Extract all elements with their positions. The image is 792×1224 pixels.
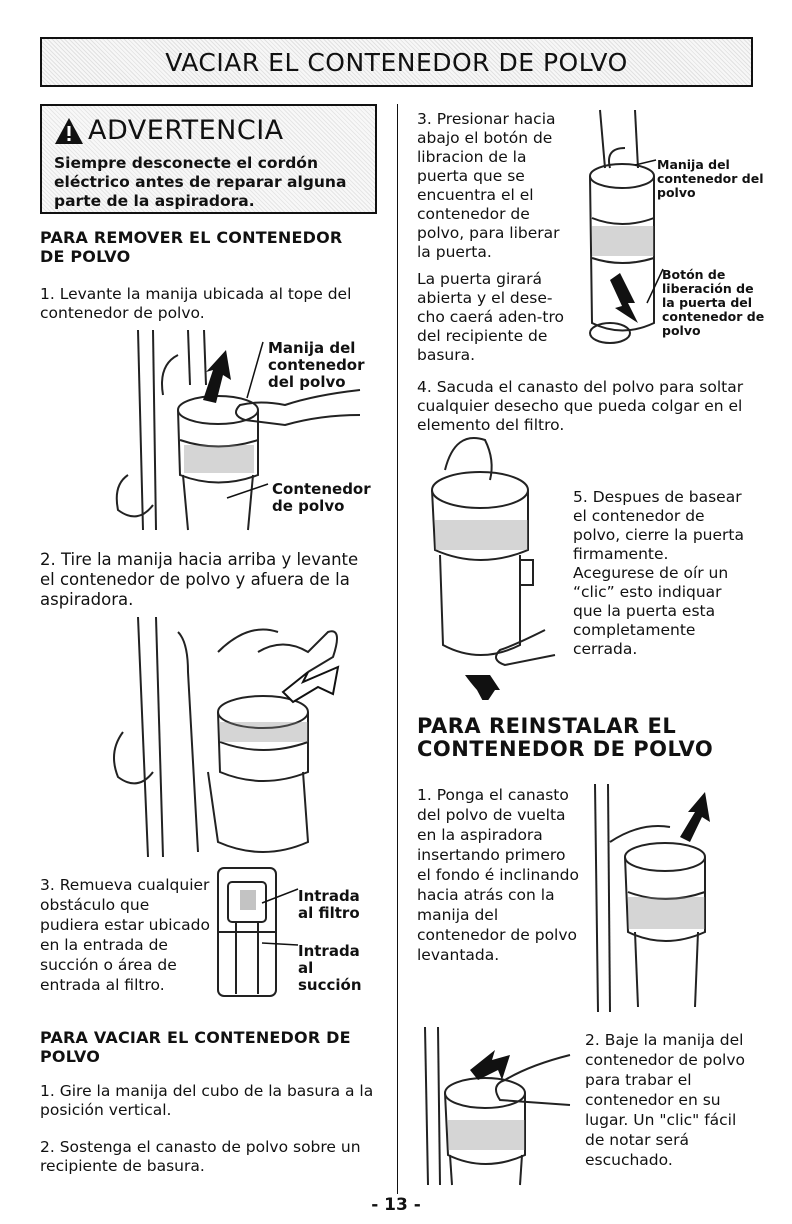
remove-step-3: 3. Remueva cualquier obstáculo que pudiera estar ubicado en la entrada de succión o área de entrada al filtro. (40, 876, 210, 994)
warning-box (40, 104, 377, 214)
door-step-3: 3. Presionar hacia abajo el botón de libracion de la puerta que se encuentra el el contenedor de polvo, para liberar la puerta. (417, 110, 560, 261)
close-step-5: 5. Despues de basear el contenedor de polvo, cierre la puerta firmamente. Acegurese de oír un “clic” esto indiquar que la puerta esta completamente cerrada. (573, 488, 744, 658)
empty-step-1: 1. Gire la manija del cubo de la basura a la posición vertical. (40, 1082, 374, 1119)
label-door-button: Botón de liberación de la puerta del contenedor de polvo (662, 267, 765, 338)
leader-line-handle-2 (633, 155, 658, 175)
column-divider (397, 104, 398, 1194)
shake-step-4: 4. Sacuda el canasto del polvo para soltar cualquier desecho que pueda colgar en el elemento del filtro. (417, 378, 744, 434)
figure-door-release (580, 108, 665, 363)
label-handle-1: Manija del contenedor del polvo (268, 339, 365, 391)
door-open-text: La puerta girará abierta y el dese-cho caerá aden-tro del recipiente de basura. (417, 270, 564, 364)
reinstall-step-1: 1. Ponga el canasto del polvo de vuelta en la aspiradora insertando primero el fondo é inclinando hacia atrás con la manija del contenedor de polvo levantada. (417, 786, 579, 964)
remove-step-1: 1. Levante la manija ubicada al tope del contenedor de polvo. (40, 285, 352, 322)
label-suction-inlet: Intrada al succión (298, 942, 362, 994)
empty-step-2: 2. Sostenga el canasto de polvo sobre un recipiente de basura. (40, 1138, 361, 1175)
warning-text: Siempre desconecte el cordón eléctrico antes de reparar alguna parte de la aspiradora. (54, 154, 347, 210)
figure-close-door (415, 420, 565, 700)
label-container-1: Contenedor de polvo (272, 480, 371, 515)
leader-line-container (225, 480, 270, 500)
leader-line-handle (245, 340, 265, 400)
remove-step-2: 2. Tire la manija hacia arriba y levante el contenedor de polvo y afuera de la aspiradora. (40, 550, 359, 609)
reinstall-heading: PARA REINSTALAR EL CONTENEDOR DE POLVO (417, 714, 714, 761)
page-header (40, 37, 753, 87)
figure-reinstall (580, 782, 730, 1014)
page-title: VACIAR EL CONTENEDOR DE POLVO (165, 47, 628, 77)
label-filter-inlet: Intrada al filtro (298, 887, 360, 922)
warning-triangle-icon (54, 117, 84, 145)
warning-title: ADVERTENCIA (88, 115, 284, 146)
figure-remove-container (108, 612, 348, 860)
figure-lock-handle (410, 1025, 575, 1190)
label-handle-2: Manija del contenedor del polvo (657, 157, 764, 200)
leader-lines-inlets (260, 885, 300, 955)
remove-heading: PARA REMOVER EL CONTENEDOR DE POLVO (40, 228, 343, 266)
reinstall-step-2: 2. Baje la manija del contenedor de polvo para trabar el contenedor en su lugar. Un "clic" fácil de notar será escuchado. (585, 1031, 746, 1169)
empty-heading: PARA VACIAR EL CONTENEDOR DE POLVO (40, 1028, 351, 1066)
page-number: - 13 - (371, 1195, 421, 1215)
